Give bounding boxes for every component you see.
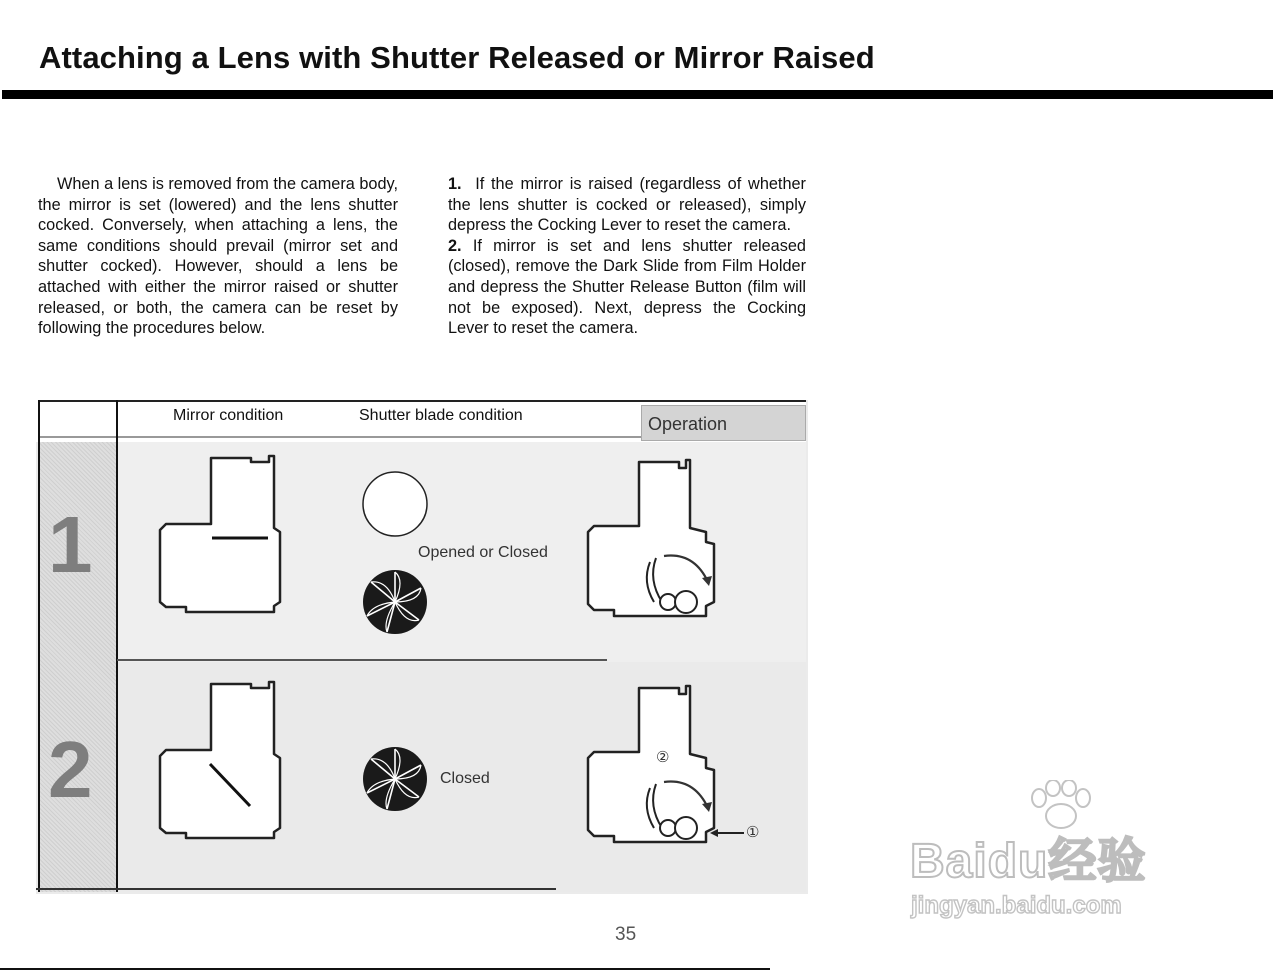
bottom-rule bbox=[0, 968, 770, 970]
watermark-url: jingyan.baidu.com bbox=[911, 892, 1122, 919]
shutter-open-icon bbox=[361, 470, 431, 540]
procedure-steps bbox=[448, 174, 806, 339]
header-mirror-condition: Mirror condition bbox=[173, 407, 284, 424]
baidu-watermark bbox=[905, 780, 1205, 920]
step-2 bbox=[448, 236, 806, 339]
step-1 bbox=[448, 174, 806, 236]
step-1-text: If the mirror is raised (regardless of whether the lens shutter is cocked or released), simply depress the Cocking Lever to reset the camera. bbox=[448, 175, 806, 235]
shutter-label-row-1: Opened or Closed bbox=[418, 544, 548, 561]
table-left-border bbox=[38, 400, 40, 892]
camera-operation-row-1-illustration bbox=[584, 452, 774, 632]
header-shutter-condition: Shutter blade condition bbox=[359, 407, 523, 424]
header-operation: Operation bbox=[648, 414, 728, 434]
header-operation-box bbox=[641, 405, 806, 441]
step-2-text: If mirror is set and lens shutter released (closed), remove the Dark Slide from Film Holder and depress the Shutter Release Button (film will not be exposed). Next, depress the Cocking Lever to reset the camera. bbox=[448, 236, 806, 338]
number-column-border bbox=[116, 400, 118, 892]
camera-mirror-raised-illustration bbox=[156, 678, 296, 848]
shutter-label-row-2: Closed bbox=[440, 770, 490, 787]
intro-paragraph: When a lens is removed from the camera body, the mirror is set (lowered) and the lens shutter cocked. Conversely, when attaching a lens, the same conditions should prevail (mirror set and shutter cocked). However, should a lens be attached with either the mirror raised or shutter released, or both, the camera can be reset by following the procedures below. bbox=[38, 175, 398, 338]
row-divider bbox=[117, 659, 607, 661]
shutter-closed-icon-row-2 bbox=[361, 745, 431, 815]
shutter-closed-icon bbox=[361, 568, 431, 638]
step-2-number: 2. bbox=[448, 236, 462, 255]
page-number: 35 bbox=[615, 924, 637, 945]
row-number-1: 1 bbox=[48, 500, 93, 589]
page-title: Attaching a Lens with Shutter Released or Mirror Raised bbox=[39, 40, 875, 75]
callout-step-one: ① bbox=[746, 824, 760, 841]
watermark-brand: Baidu经验 bbox=[910, 835, 1147, 888]
header-top-line bbox=[38, 400, 806, 402]
camera-mirror-set-illustration bbox=[156, 452, 296, 622]
table-bottom-border bbox=[36, 888, 556, 890]
camera-operation-row-2-illustration bbox=[584, 678, 804, 858]
row-number-2: 2 bbox=[48, 725, 93, 814]
callout-step-two: ② bbox=[656, 749, 670, 766]
title-rule bbox=[2, 90, 1273, 99]
reset-procedure-table bbox=[36, 400, 808, 894]
step-1-number: 1. bbox=[448, 175, 462, 193]
